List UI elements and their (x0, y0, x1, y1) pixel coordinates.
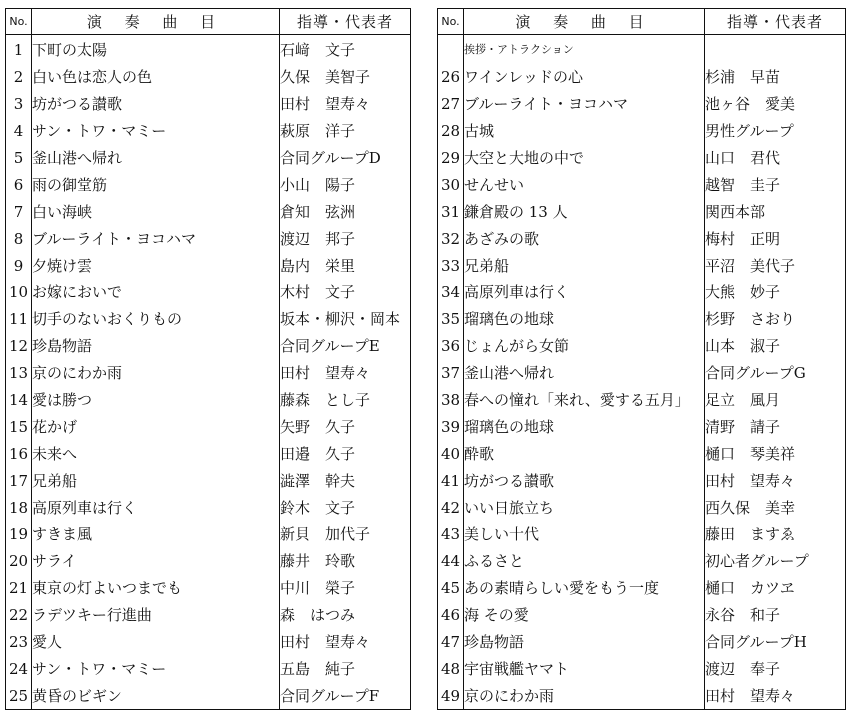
performer-name: 小山 陽子 (280, 171, 411, 198)
table-row (438, 91, 846, 118)
table-row (6, 306, 411, 333)
song-title: 坊がつる讃歌 (464, 467, 705, 494)
row-number: 2 (6, 64, 32, 91)
performer-name: 五島 純子 (280, 655, 411, 682)
row-number: 7 (6, 198, 32, 225)
song-title: 夕焼け雲 (32, 252, 280, 279)
song-title: 愛は勝つ (32, 387, 280, 414)
table-row (6, 413, 411, 440)
table-row (438, 440, 846, 467)
song-title: 愛人 (32, 629, 280, 656)
table-row (6, 521, 411, 548)
song-title: 高原列車は行く (464, 279, 705, 306)
header-performer: 指導・代表者 (280, 9, 411, 35)
left-table-body (6, 35, 411, 710)
right-table-body (438, 35, 846, 710)
table-row (6, 467, 411, 494)
song-title: 美しい十代 (464, 521, 705, 548)
performer-name: 萩原 洋子 (280, 118, 411, 145)
song-title: せんせい (464, 171, 705, 198)
table-row (438, 145, 846, 172)
header-title: 演 奏 曲 目 (32, 9, 280, 35)
table-row (438, 682, 846, 709)
performer-name: 田村 望寿々 (280, 629, 411, 656)
table-row (438, 387, 846, 414)
performer-name: 倉知 弦洲 (280, 198, 411, 225)
song-title: 古城 (464, 118, 705, 145)
row-number: 45 (438, 575, 464, 602)
performer-name: 鈴木 文子 (280, 494, 411, 521)
row-number: 18 (6, 494, 32, 521)
song-title: 挨拶・アトラクション (464, 35, 705, 64)
row-number: 35 (438, 306, 464, 333)
header-row (438, 9, 846, 35)
row-number: 9 (6, 252, 32, 279)
performer-name: 杉野 さおり (705, 306, 846, 333)
table-row (6, 252, 411, 279)
song-title: 白い海峡 (32, 198, 280, 225)
header-no: No. (438, 9, 464, 35)
song-title: すきま風 (32, 521, 280, 548)
performer-name: 渡辺 邦子 (280, 225, 411, 252)
song-title: 雨の御堂筋 (32, 171, 280, 198)
row-number: 11 (6, 306, 32, 333)
row-number: 42 (438, 494, 464, 521)
song-title: 京のにわか雨 (32, 360, 280, 387)
song-title: 珍島物語 (32, 333, 280, 360)
performer-name: 坂本・柳沢・岡本 (280, 306, 411, 333)
row-number: 28 (438, 118, 464, 145)
row-number: 49 (438, 682, 464, 709)
row-number: 37 (438, 360, 464, 387)
row-number: 46 (438, 602, 464, 629)
performer-name: 西久保 美幸 (705, 494, 846, 521)
performer-name: 矢野 久子 (280, 413, 411, 440)
song-title: サン・トワ・マミー (32, 118, 280, 145)
table-row (438, 64, 846, 91)
performer-name: 山本 淑子 (705, 333, 846, 360)
row-number: 15 (6, 413, 32, 440)
table-row (6, 629, 411, 656)
song-title: 黄昏のビギン (32, 682, 280, 709)
performer-name: 山口 君代 (705, 145, 846, 172)
header-row (6, 9, 411, 35)
row-number: 38 (438, 387, 464, 414)
performer-name: 杉浦 早苗 (705, 64, 846, 91)
song-title: ワインレッドの心 (464, 64, 705, 91)
performer-name (705, 35, 846, 64)
song-title: 酔歌 (464, 440, 705, 467)
song-title: 坊がつる讃歌 (32, 91, 280, 118)
row-number: 17 (6, 467, 32, 494)
table-row (438, 548, 846, 575)
performer-name: 久保 美智子 (280, 64, 411, 91)
table-row (438, 413, 846, 440)
song-title: 兄弟船 (32, 467, 280, 494)
row-number: 29 (438, 145, 464, 172)
table-row (6, 655, 411, 682)
table-row (438, 333, 846, 360)
row-number: 47 (438, 629, 464, 656)
performer-name: 永谷 和子 (705, 602, 846, 629)
row-number: 41 (438, 467, 464, 494)
song-title: ブルーライト・ヨコハマ (464, 91, 705, 118)
table-row (6, 440, 411, 467)
table-row (6, 118, 411, 145)
table-row (6, 494, 411, 521)
row-number: 31 (438, 198, 464, 225)
row-number: 39 (438, 413, 464, 440)
performer-name: 梅村 正明 (705, 225, 846, 252)
performer-name: 島内 栄里 (280, 252, 411, 279)
song-title: 鎌倉殿の 13 人 (464, 198, 705, 225)
table-row (6, 64, 411, 91)
performer-name: 石﨑 文子 (280, 35, 411, 64)
table-row (6, 145, 411, 172)
row-number: 32 (438, 225, 464, 252)
performer-name: 渡辺 奉子 (705, 655, 846, 682)
table-row (6, 198, 411, 225)
song-title: 釜山港へ帰れ (32, 145, 280, 172)
row-number (438, 35, 464, 64)
table-row (438, 602, 846, 629)
table-row (438, 35, 846, 64)
table-row (6, 575, 411, 602)
performer-name: 藤井 玲歌 (280, 548, 411, 575)
row-number: 36 (438, 333, 464, 360)
header-no: No. (6, 9, 32, 35)
performer-name: 合同グループD (280, 145, 411, 172)
performer-name: 樋口 カツヱ (705, 575, 846, 602)
table-row (438, 629, 846, 656)
row-number: 12 (6, 333, 32, 360)
table-row (438, 575, 846, 602)
song-title: 下町の太陽 (32, 35, 280, 64)
program-table-left (5, 8, 411, 710)
table-row (6, 360, 411, 387)
row-number: 44 (438, 548, 464, 575)
table-row (438, 306, 846, 333)
row-number: 30 (438, 171, 464, 198)
performer-name: 中川 榮子 (280, 575, 411, 602)
table-row (438, 521, 846, 548)
table-row (6, 333, 411, 360)
song-title: 春への憧れ「来れ、愛する五月」 (464, 387, 705, 414)
performer-name: 清野 請子 (705, 413, 846, 440)
row-number: 5 (6, 145, 32, 172)
row-number: 13 (6, 360, 32, 387)
row-number: 23 (6, 629, 32, 656)
performer-name: 澁澤 幹夫 (280, 467, 411, 494)
performer-name: 木村 文子 (280, 279, 411, 306)
row-number: 33 (438, 252, 464, 279)
table-row (438, 225, 846, 252)
performer-name: 初心者グループ (705, 548, 846, 575)
performer-name: 樋口 琴美祥 (705, 440, 846, 467)
song-title: ブルーライト・ヨコハマ (32, 225, 280, 252)
program-table-right (437, 8, 846, 710)
song-title: 釜山港へ帰れ (464, 360, 705, 387)
row-number: 34 (438, 279, 464, 306)
performer-name: 藤田 ますゑ (705, 521, 846, 548)
song-title: 大空と大地の中で (464, 145, 705, 172)
performer-name: 合同グループH (705, 629, 846, 656)
song-title: 高原列車は行く (32, 494, 280, 521)
song-title: 花かげ (32, 413, 280, 440)
song-title: 未来へ (32, 440, 280, 467)
row-number: 10 (6, 279, 32, 306)
row-number: 48 (438, 655, 464, 682)
table-row (438, 655, 846, 682)
performer-name: 大熊 妙子 (705, 279, 846, 306)
table-row (6, 602, 411, 629)
song-title: 瑠璃色の地球 (464, 306, 705, 333)
table-row (438, 252, 846, 279)
row-number: 6 (6, 171, 32, 198)
row-number: 1 (6, 35, 32, 64)
song-title: サライ (32, 548, 280, 575)
performer-name: 田村 望寿々 (280, 360, 411, 387)
row-number: 43 (438, 521, 464, 548)
row-number: 4 (6, 118, 32, 145)
table-row (438, 171, 846, 198)
performer-name: 田村 望寿々 (280, 91, 411, 118)
song-title: 海 その愛 (464, 602, 705, 629)
row-number: 20 (6, 548, 32, 575)
song-title: 瑠璃色の地球 (464, 413, 705, 440)
row-number: 40 (438, 440, 464, 467)
row-number: 25 (6, 682, 32, 709)
song-title: お嫁においで (32, 279, 280, 306)
table-row (438, 360, 846, 387)
performer-name: 池ヶ谷 愛美 (705, 91, 846, 118)
performer-name: 田村 望寿々 (705, 682, 846, 709)
song-title: ラデツキー行進曲 (32, 602, 280, 629)
row-number: 16 (6, 440, 32, 467)
song-title: じょんがら女節 (464, 333, 705, 360)
table-row (6, 548, 411, 575)
header-title: 演 奏 曲 目 (464, 9, 705, 35)
performer-name: 森 はつみ (280, 602, 411, 629)
table-row (438, 118, 846, 145)
song-title: 東京の灯よいつまでも (32, 575, 280, 602)
song-title: サン・トワ・マミー (32, 655, 280, 682)
row-number: 21 (6, 575, 32, 602)
table-row (6, 35, 411, 64)
header-performer: 指導・代表者 (705, 9, 846, 35)
row-number: 26 (438, 64, 464, 91)
performer-name: 関西本部 (705, 198, 846, 225)
table-row (6, 279, 411, 306)
performer-name: 藤森 とし子 (280, 387, 411, 414)
performer-name: 越智 圭子 (705, 171, 846, 198)
table-row (6, 387, 411, 414)
table-row (6, 171, 411, 198)
song-title: いい日旅立ち (464, 494, 705, 521)
table-row (438, 467, 846, 494)
row-number: 19 (6, 521, 32, 548)
performer-name: 平沼 美代子 (705, 252, 846, 279)
row-number: 14 (6, 387, 32, 414)
table-row (6, 91, 411, 118)
song-title: 珍島物語 (464, 629, 705, 656)
performer-name: 合同グループG (705, 360, 846, 387)
table-row (6, 682, 411, 709)
song-title: あの素晴らしい愛をもう一度 (464, 575, 705, 602)
song-title: 京のにわか雨 (464, 682, 705, 709)
performer-name: 足立 風月 (705, 387, 846, 414)
row-number: 24 (6, 655, 32, 682)
performer-name: 田邉 久子 (280, 440, 411, 467)
performer-name: 田村 望寿々 (705, 467, 846, 494)
song-title: ふるさと (464, 548, 705, 575)
table-row (6, 225, 411, 252)
performer-name: 合同グループE (280, 333, 411, 360)
table-row (438, 494, 846, 521)
table-row (438, 198, 846, 225)
row-number: 22 (6, 602, 32, 629)
table-row (438, 279, 846, 306)
performer-name: 新貝 加代子 (280, 521, 411, 548)
performer-name: 男性グループ (705, 118, 846, 145)
performer-name: 合同グループF (280, 682, 411, 709)
song-title: 切手のないおくりもの (32, 306, 280, 333)
row-number: 8 (6, 225, 32, 252)
song-title: 宇宙戦艦ヤマト (464, 655, 705, 682)
song-title: あざみの歌 (464, 225, 705, 252)
song-title: 白い色は恋人の色 (32, 64, 280, 91)
row-number: 27 (438, 91, 464, 118)
song-title: 兄弟船 (464, 252, 705, 279)
row-number: 3 (6, 91, 32, 118)
